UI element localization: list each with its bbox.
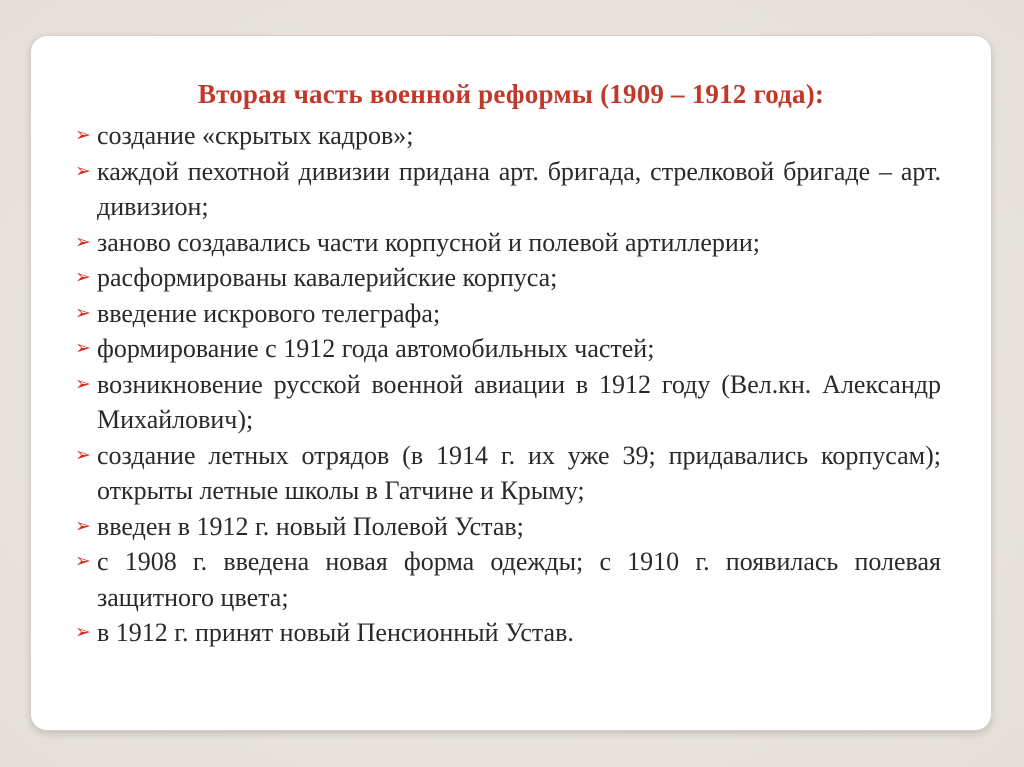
list-item-text: введение искрового телеграфа; bbox=[97, 298, 441, 328]
arrow-bullet-icon: ➢ bbox=[75, 621, 91, 643]
list-item bbox=[75, 438, 941, 509]
arrow-bullet-icon: ➢ bbox=[75, 550, 91, 572]
arrow-bullet-icon: ➢ bbox=[75, 230, 91, 253]
content-card bbox=[31, 36, 991, 730]
arrow-bullet-icon: ➢ bbox=[75, 514, 91, 537]
arrow-bullet-icon: ➢ bbox=[75, 124, 91, 146]
arrow-bullet-icon: ➢ bbox=[75, 337, 91, 359]
list-item bbox=[75, 331, 941, 367]
list-item bbox=[75, 118, 941, 154]
list-item bbox=[75, 154, 941, 225]
list-item-text: создание «скрытых кадров»; bbox=[97, 121, 414, 150]
arrow-bullet-icon: ➢ bbox=[75, 372, 91, 395]
list-item bbox=[75, 260, 941, 296]
list-item-text: с 1908 г. введена новая форма одежды; с 1910 г. появилась полевая защитного цвета; bbox=[97, 547, 941, 612]
arrow-bullet-icon: ➢ bbox=[75, 159, 91, 182]
list-item-text: каждой пехотной дивизии придана арт. бригада, стрелковой бригаде – арт. дивизион; bbox=[97, 156, 941, 221]
list-item-text: заново создавались части корпусной и полевой артиллерии; bbox=[97, 227, 760, 257]
slide-title: Вторая часть военной реформы (1909 – 1912 года): bbox=[197, 79, 825, 109]
list-item-text: создание летных отрядов (в 1914 г. их уже 39; придавались корпусам); открыты летные школы в Гатчине и Крыму; bbox=[97, 440, 941, 505]
list-item bbox=[75, 367, 941, 438]
list-item-text: расформированы кавалерийские корпуса; bbox=[97, 263, 558, 292]
list-item-text: возникновение русской военной авиации в 1912 году (Вел.кн. Александр Михайлович); bbox=[97, 369, 941, 434]
list-item-text: введен в 1912 г. новый Полевой Устав; bbox=[97, 511, 524, 541]
list-item-text: формирование с 1912 года автомобильных частей; bbox=[97, 334, 655, 363]
list-item bbox=[75, 296, 941, 332]
arrow-bullet-icon: ➢ bbox=[75, 266, 91, 288]
list-item bbox=[75, 544, 941, 615]
arrow-bullet-icon: ➢ bbox=[75, 301, 91, 324]
arrow-bullet-icon: ➢ bbox=[75, 443, 91, 466]
bullet-list bbox=[75, 118, 941, 651]
list-item-text: в 1912 г. принят новый Пенсионный Устав. bbox=[97, 618, 574, 647]
list-item bbox=[75, 225, 941, 261]
list-item bbox=[75, 509, 941, 545]
list-item bbox=[75, 615, 941, 651]
